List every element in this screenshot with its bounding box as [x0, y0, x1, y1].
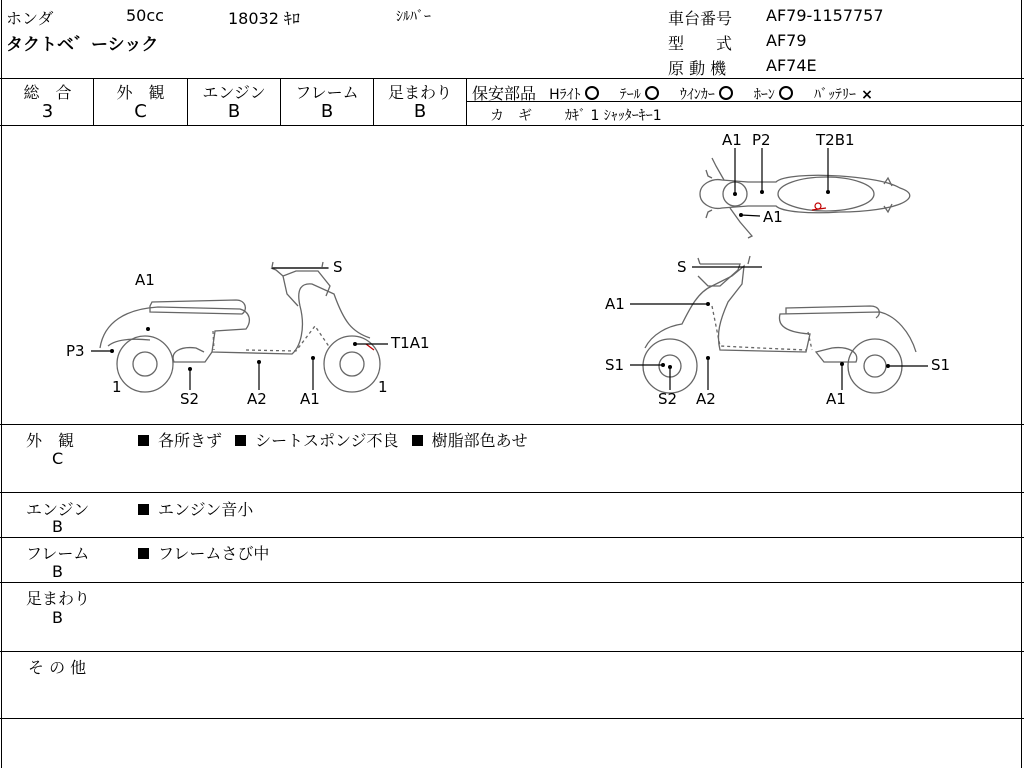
right-label-s: S	[677, 258, 687, 276]
right-label-a2: A2	[696, 390, 716, 408]
left-label-a1-floor: A1	[300, 390, 320, 408]
remark-other-label: そ の 他	[28, 658, 87, 677]
remark-engine-grade: B	[52, 517, 63, 536]
callout-lines	[91, 148, 928, 390]
right-label-s1-rear: S1	[931, 356, 951, 374]
displacement: 50cc	[126, 6, 164, 25]
right-label-s1-front: S1	[605, 356, 625, 374]
type-value: AF79	[766, 31, 807, 50]
remark-frame-grade: B	[52, 562, 63, 581]
model-name: タクトベ゛ーシック	[6, 35, 159, 55]
battery-label: ﾊﾞｯﾃﾘｰ	[814, 87, 857, 103]
remark-exterior-items	[138, 428, 528, 451]
grade-frame-label: フレーム	[295, 83, 359, 102]
engine-model-label: 原 動 機	[668, 59, 727, 78]
taillight-label: ﾃｰﾙ	[619, 87, 641, 103]
winker-label: ｳｲﾝｶｰ	[679, 87, 715, 103]
bullet-icon	[235, 435, 246, 446]
remark-frame-items	[138, 541, 269, 564]
bullet-icon	[138, 435, 149, 446]
grade-col-divider-5	[466, 78, 467, 125]
taillight-ok-icon	[645, 86, 659, 100]
divider-remark-5	[0, 718, 1024, 719]
remark-frame-label: フレーム	[26, 544, 90, 563]
scooter-top-view	[700, 158, 910, 238]
top-label-p2: P2	[752, 131, 771, 149]
headlight-label: Hﾗｲﾄ	[549, 87, 581, 103]
mileage: 18032 ｷﾛ	[228, 9, 300, 28]
damage-markers	[366, 203, 826, 350]
left-label-1-rear: 1	[112, 378, 122, 396]
frame-no-label: 車台番号	[668, 9, 733, 28]
divider-header	[0, 78, 1024, 79]
grade-exterior-value: C	[134, 101, 147, 122]
remark-suspension-grade: B	[52, 608, 63, 627]
engine-model-value: AF74E	[766, 56, 817, 75]
left-label-p3: P3	[66, 342, 85, 360]
key-label: カ ギ	[490, 108, 532, 124]
winker-ok-icon	[719, 86, 733, 100]
grade-suspension-label: 足まわり	[387, 83, 452, 102]
grade-frame-value: B	[320, 101, 334, 122]
right-label-s2: S2	[658, 390, 678, 408]
remark-exterior-label: 外 観	[26, 431, 75, 450]
key-value: ｶｷﾞ 1 ｼｬｯﾀｰｷｰ1	[565, 108, 662, 124]
bullet-icon	[412, 435, 423, 446]
grade-engine-label: エンジン	[202, 83, 266, 102]
remark-engine-items	[138, 497, 253, 520]
right-label-a1-front: A1	[605, 295, 625, 313]
remark-item: 樹脂部色あせ	[431, 431, 528, 450]
grade-overall-value: 3	[41, 101, 54, 122]
bullet-icon	[138, 548, 149, 559]
divider-remark-1	[0, 492, 1024, 493]
bullet-icon	[138, 504, 149, 515]
right-label-a1-rear: A1	[826, 390, 846, 408]
left-label-s: S	[333, 258, 343, 276]
remark-engine-label: エンジン	[26, 500, 90, 519]
left-label-a1-seat: A1	[135, 271, 155, 289]
grade-exterior-label: 外 観	[116, 83, 165, 102]
horn-ok-icon	[779, 86, 793, 100]
remark-suspension-label: 足まわり	[26, 589, 91, 608]
divider-remark-3	[0, 582, 1024, 583]
top-label-t2b1: T2B1	[816, 131, 855, 149]
grade-engine-value: B	[227, 101, 241, 122]
safety-parts-row	[472, 81, 873, 104]
remark-item: エンジン音小	[158, 500, 254, 519]
scooter-right-view	[643, 256, 916, 393]
remark-item: フレームさび中	[158, 544, 270, 563]
divider-remark-4	[0, 651, 1024, 652]
divider-diagram	[0, 424, 1024, 425]
divider-remark-2	[0, 537, 1024, 538]
left-label-a2: A2	[247, 390, 267, 408]
left-label-t1a1: T1A1	[391, 334, 430, 352]
grade-suspension-value: B	[413, 101, 427, 122]
grade-overall-label: 総 合	[23, 83, 72, 102]
battery-status: ×	[861, 87, 873, 103]
headlight-ok-icon	[585, 86, 599, 100]
remark-exterior-grade: C	[52, 449, 64, 468]
type-label: 型 式	[668, 34, 733, 53]
frame-no-value: AF79-1157757	[766, 6, 884, 25]
maker: ホンダ	[6, 9, 54, 28]
left-label-1-front: 1	[378, 378, 388, 396]
safety-parts-label: 保安部品	[472, 84, 537, 103]
remark-item: シートスポンジ不良	[255, 431, 399, 450]
top-label-a1-lower: A1	[763, 208, 783, 226]
top-label-a1: A1	[722, 131, 742, 149]
remark-item: 各所きず	[158, 431, 223, 450]
damage-diagram	[0, 126, 1024, 424]
horn-label: ﾎｰﾝ	[753, 87, 775, 103]
body-color: ｼﾙﾊﾞｰ	[396, 9, 431, 25]
left-label-s2: S2	[180, 390, 200, 408]
